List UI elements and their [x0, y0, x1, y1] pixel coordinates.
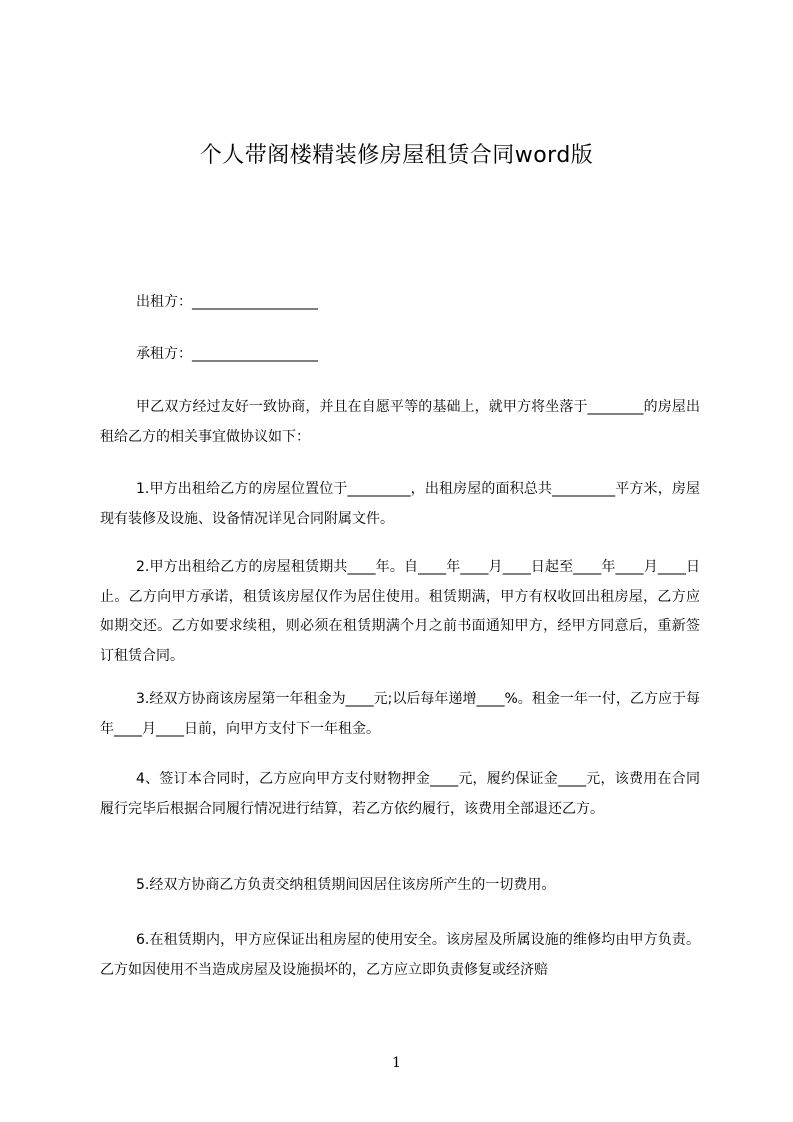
page-number: 1	[392, 1055, 401, 1071]
clause-6-paragraph: 6.在租赁期内，甲方应保证出租房屋的使用安全。该房屋及所属设施的维修均由甲方负责。乙方如因使用不当造成房屋及设施损坏的，乙方应立即负责修复或经济赔	[100, 932, 700, 978]
intro-paragraph: 甲乙双方经过友好一致协商，并且在自愿平等的基础上，就甲方将坐落于________的房屋出租给乙方的相关事宜做协议如下：	[100, 399, 700, 445]
lessee-line: 承租方：__________________	[136, 346, 318, 362]
clause-5-paragraph: 5.经双方协商乙方负责交纳租赁期间因居住该房所产生的一切费用。	[136, 877, 556, 893]
clause-1-paragraph: 1.甲方出租给乙方的房屋位置位于_________，出租房屋的面积总共_________平方米，房屋现有装修及设施、设备情况详见合同附属文件。	[100, 481, 700, 527]
clause-3-paragraph: 3.经双方协商该房屋第一年租金为____元;以后每年递增____%。租金一年一付，乙方应于每年____月____日前，向甲方支付下一年租金。	[100, 691, 700, 737]
clause-2-paragraph: 2.甲方出租给乙方的房屋租赁期共____年。自____年____月____日起至____年____月____日止。乙方向甲方承诺，租赁该房屋仅作为居住使用。租赁期满，甲方有权收回出租房屋，乙方应如期交还。乙方如要求续租，则必须在租赁期满个月之前书面通知甲方，经甲方同意后，重新签订租赁合同。	[100, 559, 700, 664]
clause-4-paragraph: 4、签订本合同时，乙方应向甲方支付财物押金____元，履约保证金____元，该费用在合同履行完毕后根据合同履行情况进行结算，若乙方依约履行，该费用全部退还乙方。	[100, 771, 700, 817]
document-title: 个人带阁楼精装修房屋租赁合同word版	[199, 143, 594, 168]
lessor-line: 出租方：__________________	[136, 294, 318, 310]
